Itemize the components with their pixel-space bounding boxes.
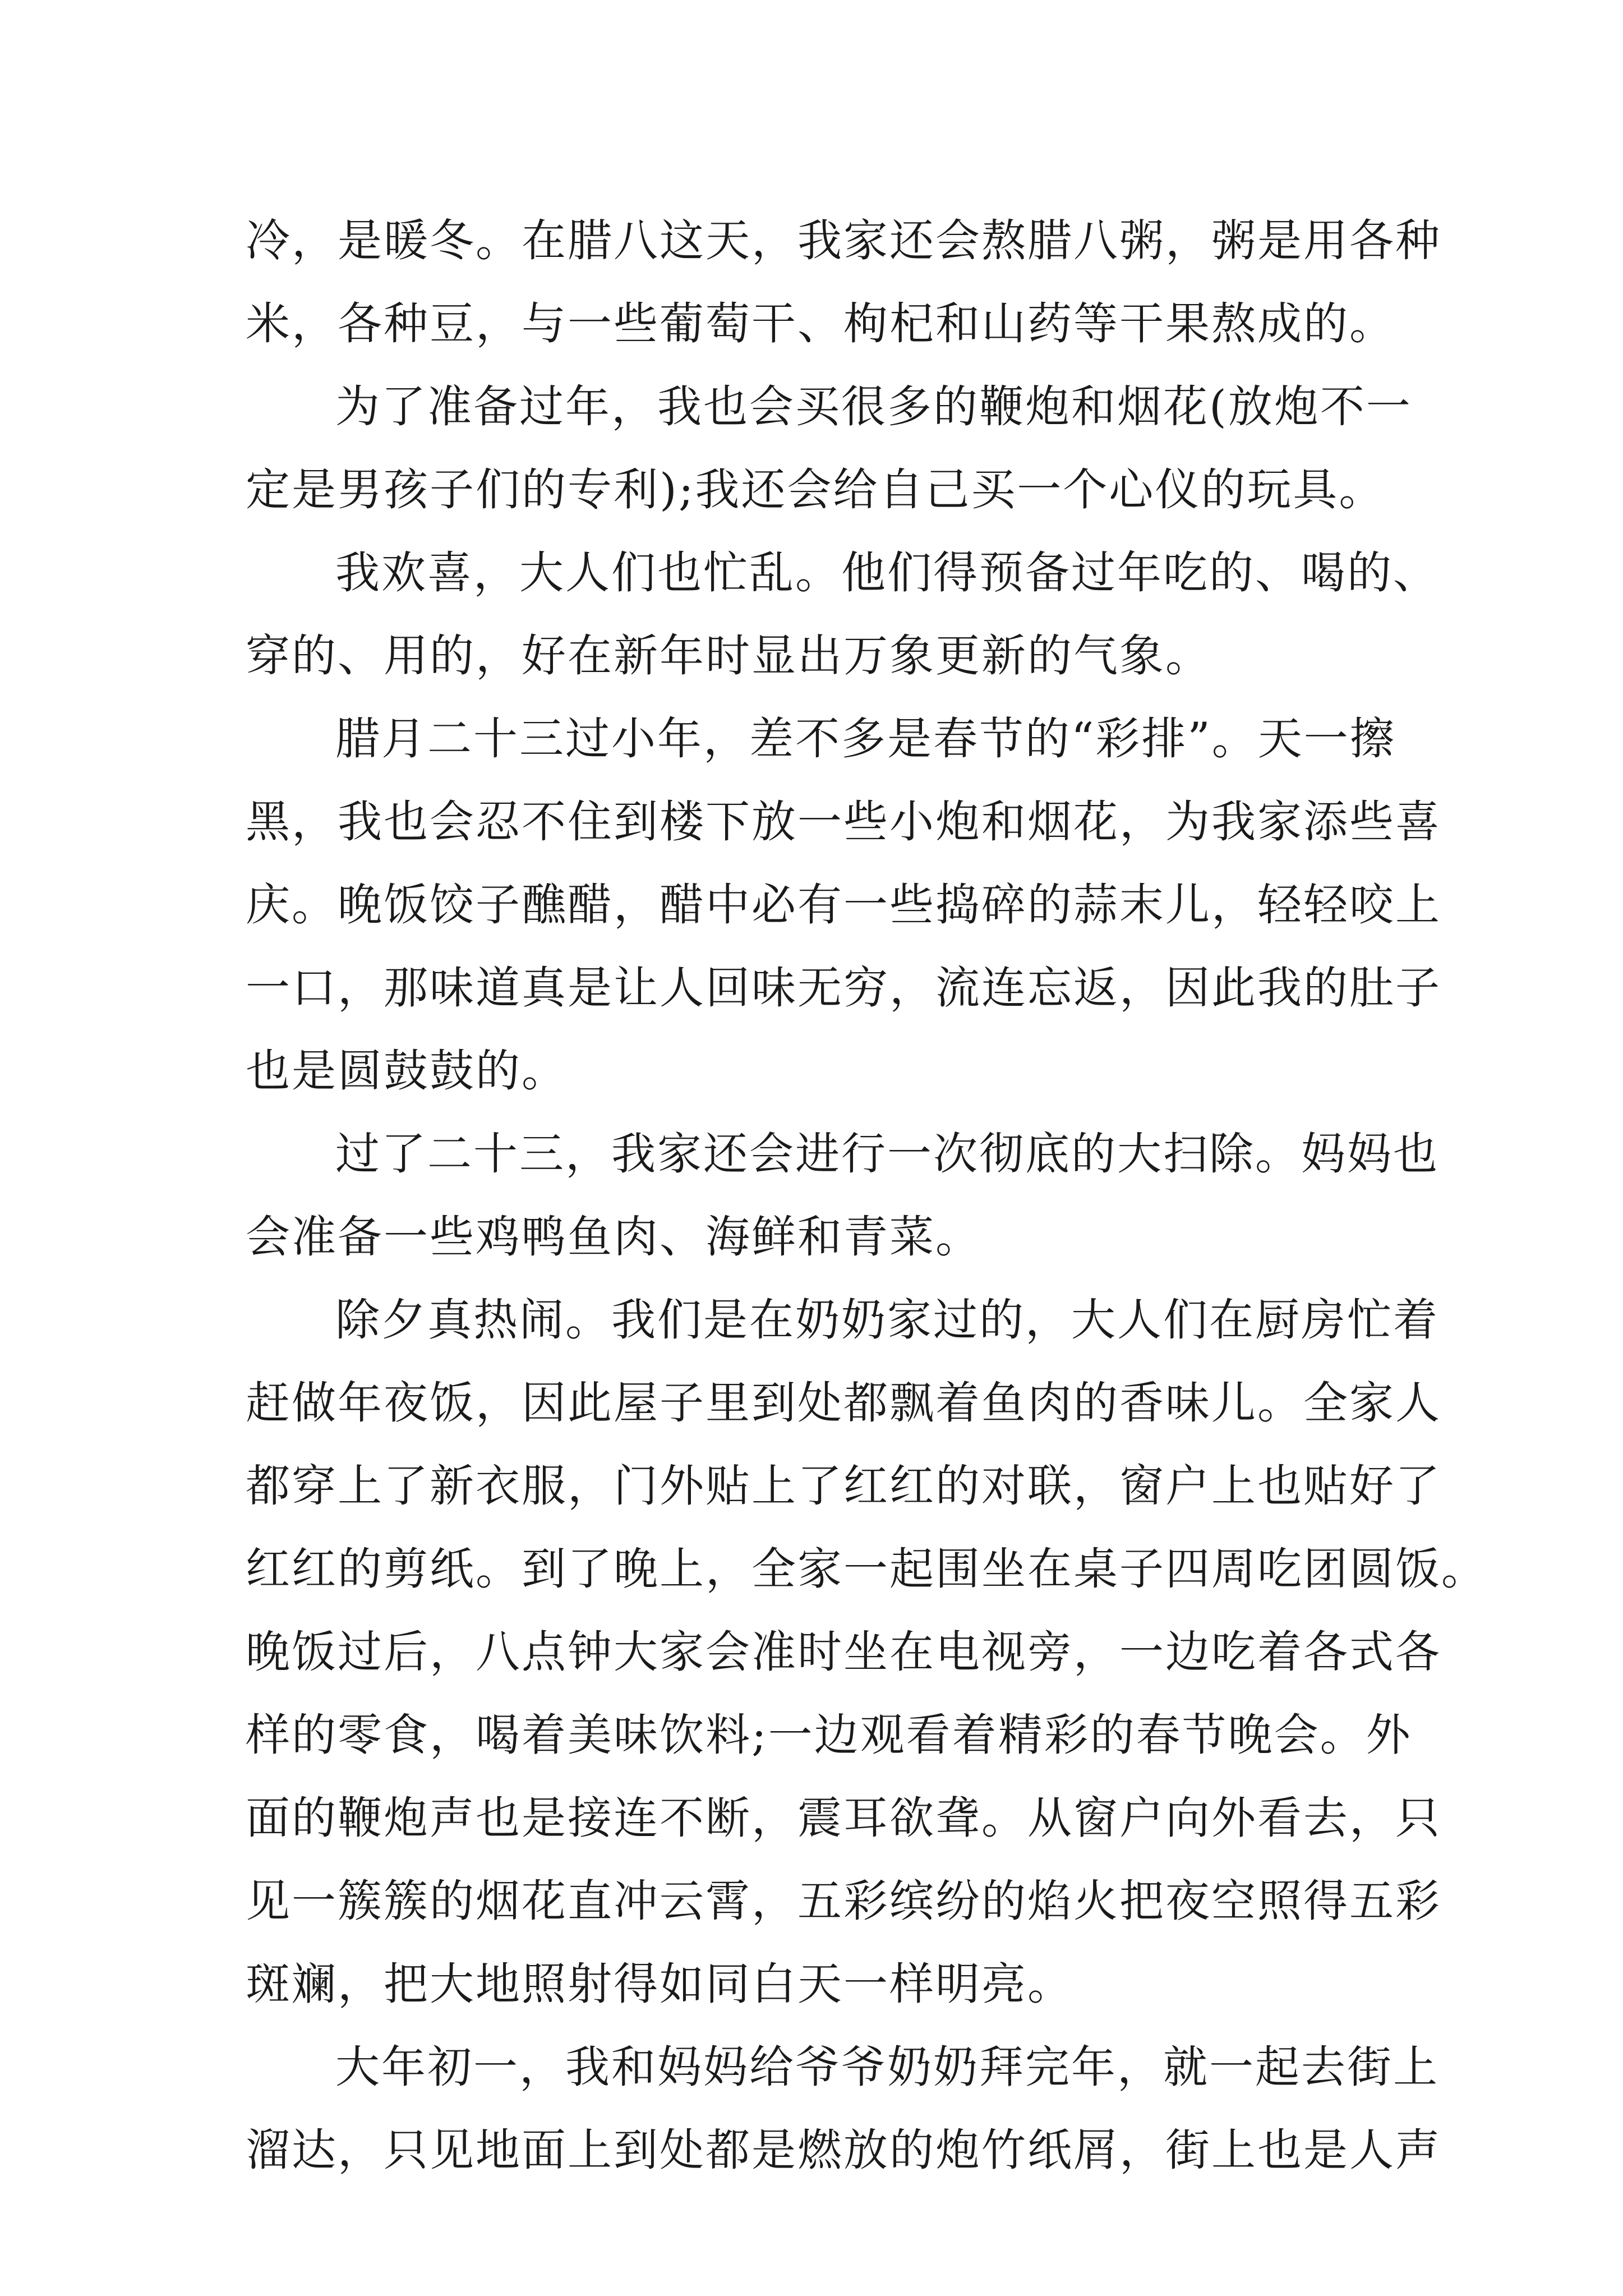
essay-body [246,199,1487,2192]
text-line: 晚饭过后，八点钟大家会准时坐在电视旁，一边吃着各式各 [246,1626,1441,1678]
text-line: 庆。晚饭饺子醮醋，醋中必有一些捣碎的蒜末儿，轻轻咬上 [246,879,1441,931]
text-line: 样的零食，喝着美味饮料;一边观看着精彩的春节晚会。外 [246,1709,1412,1761]
text-line: 大年初一，我和妈妈给爷爷奶奶拜完年，就一起去街上 [335,2041,1439,2093]
text-line: 都穿上了新衣服，门外贴上了红红的对联，窗户上也贴好了 [246,1460,1441,1512]
text-line: 穿的、用的，好在新年时显出万象更新的气象。 [246,630,1211,682]
text-line: 过了二十三，我家还会进行一次彻底的大扫除。妈妈也 [335,1128,1439,1180]
text-line: 除夕真热闹。我们是在奶奶家过的，大人们在厨房忙着 [335,1294,1439,1346]
text-line: 斑斓，把大地照射得如同白天一样明亮。 [246,1958,1073,2010]
text-line: 我欢喜，大人们也忙乱。他们得预备过年吃的、喝的、 [335,547,1439,599]
text-line: 一口，那味道真是让人回味无穷，流连忘返，因此我的肚子 [246,962,1441,1014]
text-line: 冷，是暖冬。在腊八这天，我家还会熬腊八粥，粥是用各种 [246,215,1441,266]
text-line: 赶做年夜饭，因此屋子里到处都飘着鱼肉的香味儿。全家人 [246,1377,1441,1429]
text-line: 黑，我也会忍不住到楼下放一些小炮和烟花，为我家添些喜 [246,796,1441,848]
text-line: 米，各种豆，与一些葡萄干、枸杞和山药等干果熬成的。 [246,298,1395,349]
text-line: 定是男孩子们的专利);我还会给自己买一个心仪的玩具。 [246,464,1385,516]
text-line: 红红的剪纸。到了晚上，全家一起围坐在桌子四周吃团圆饭。 [246,1543,1487,1595]
text-line: 会准备一些鸡鸭鱼肉、海鲜和青菜。 [246,1211,981,1263]
text-line: 为了准备过年，我也会买很多的鞭炮和烟花(放炮不一 [335,381,1412,432]
text-line: 见一簇簇的烟花直冲云霄，五彩缤纷的焰火把夜空照得五彩 [246,1875,1441,1927]
text-line: 也是圆鼓鼓的。 [246,1045,568,1097]
text-line: 面的鞭炮声也是接连不断，震耳欲聋。从窗户向外看去，只 [246,1792,1441,1844]
text-line: 腊月二十三过小年，差不多是春节的“彩排”。天一擦 [335,713,1396,765]
text-line: 溜达，只见地面上到处都是燃放的炮竹纸屑，街上也是人声 [246,2124,1441,2176]
